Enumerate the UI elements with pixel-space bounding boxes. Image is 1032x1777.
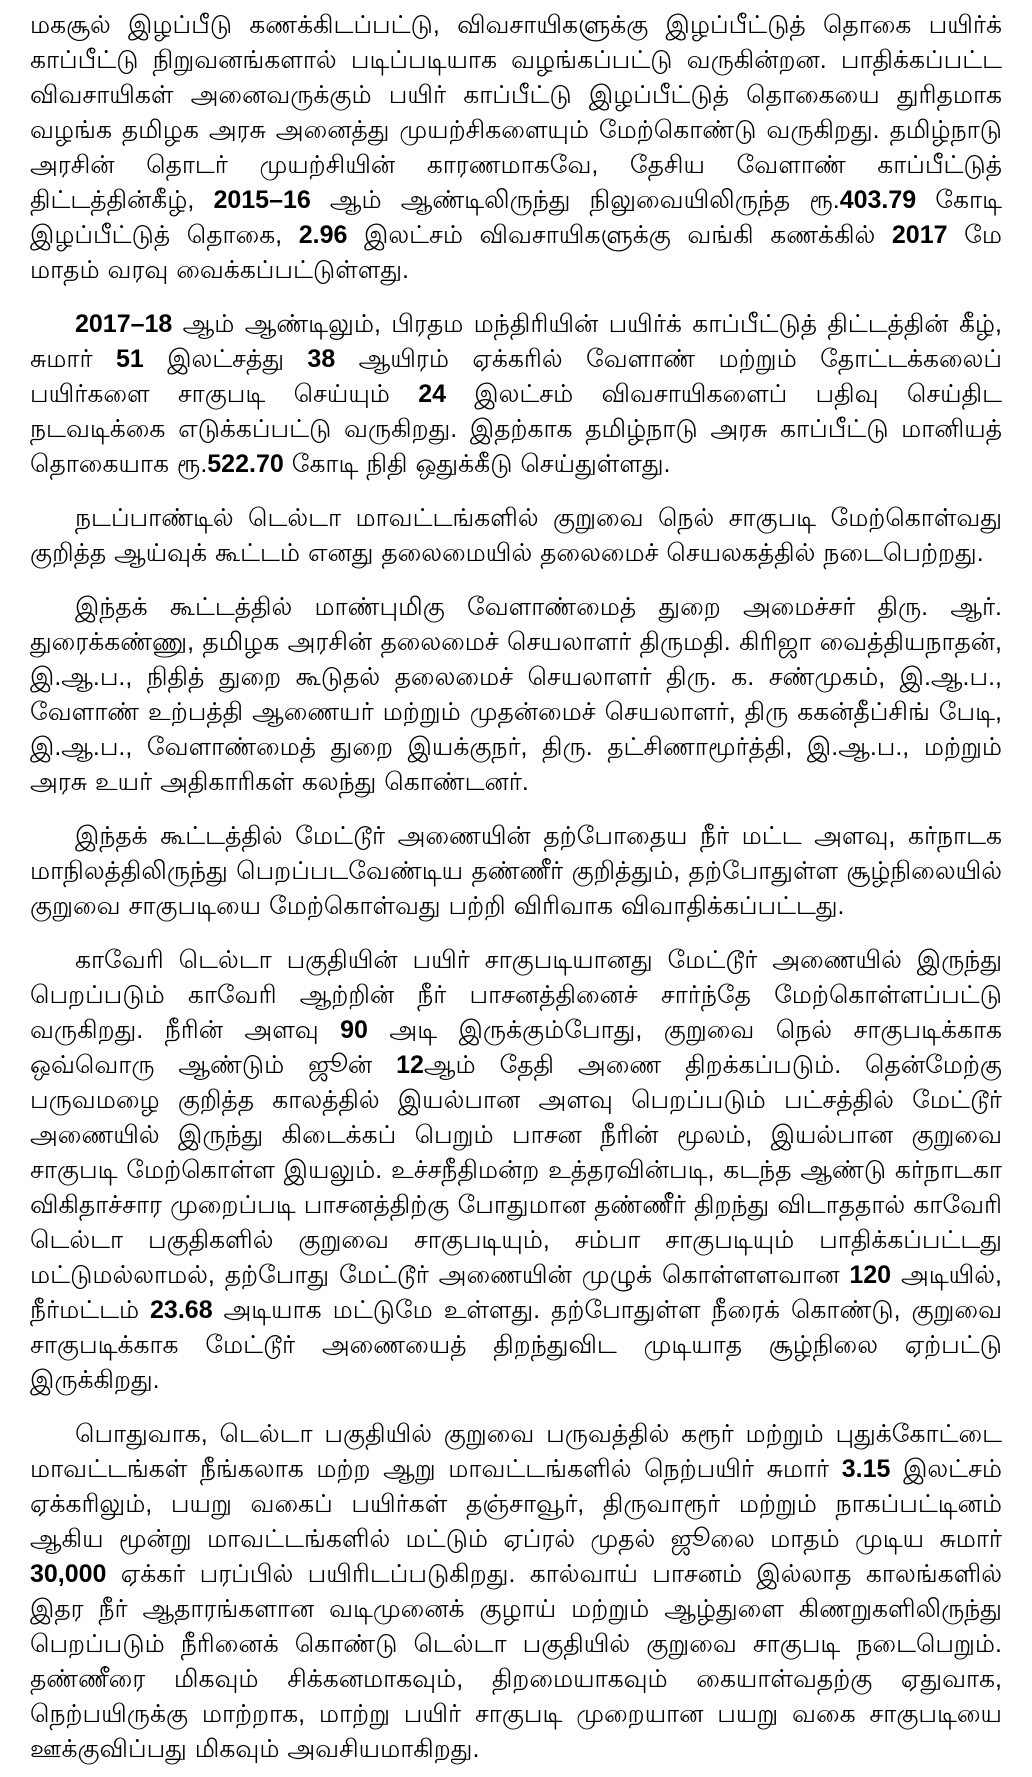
text-run: பொதுவாக, டெல்டா பகுதியில் குறுவை பருவத்தில் கரூர் மற்றும் புதுக்கோட்டை மாவட்டங்கள் நீங்கலாக மற்ற ஆறு மாவட்டங்களில் நெற்பயிர் சுமார் bbox=[30, 1420, 1002, 1483]
text-run: ஏக்கர் பரப்பில் பயிரிடப்படுகிறது. கால்வாய் பாசனம் இல்லாத காலங்களில் இதர நீர் ஆதாரங்களான வடிமுனைக் குழாய் மற்றும் ஆழ்துளை கிணறுகளிலிருந்து பெறப்படும் நீரினைக் கொண்டு டெல்டா பகுதியில் குறுவை சாகுபடி நடைபெறும். தண்ணீரை மிகவும் சிக்கனமாகவும், திறமையாகவும் கையாள்வதற்கு ஏதுவாக, நெற்பயிருக்கு மாற்றாக, மாற்று பயிர் சாகுபடி முறையான பயறு வகை சாகுபடியை ஊக்குவிப்பது மிகவும் அவசியமாகிறது. bbox=[30, 1560, 1002, 1763]
paragraph bbox=[30, 8, 1002, 288]
text-run: மகசூல் இழப்பீடு கணக்கிடப்பட்டு, விவசாயிகளுக்கு இழப்பீட்டுத் தொகை பயிர்க் காப்பீட்டு நிறுவனங்களால் படிப்படியாக வழங்கப்பட்டு வருகின்றன. பாதிக்கப்பட்ட விவசாயிகள் அனைவருக்கும் பயிர் காப்பீட்டு இழப்பீட்டுத் தொகையை துரிதமாக வழங்க தமிழக அரசு அனைத்து முயற்சிகளையும் மேற்கொண்டு வருகிறது. தமிழ்நாடு அரசின் தொடர் முயற்சியின் காரணமாகவே, தேசிய வேளாண் காப்பீட்டுத் திட்டத்தின்கீழ், bbox=[30, 11, 1002, 214]
text-run: இலட்சம் விவசாயிகளைப் பதிவு செய்திட நடவடிக்கை எடுக்கப்பட்டு வருகிறது. இதற்காக தமிழ்நாடு அரசு காப்பீட்டு மானியத் தொகையாக ரூ. bbox=[30, 380, 1002, 478]
text-run: அடியாக மட்டுமே உள்ளது. தற்போதுள்ள நீரைக் கொண்டு, குறுவை சாகுபடிக்காக மேட்டூர் அணையைத் திறந்துவிட முடியாத சூழ்நிலை ஏற்பட்டு இருக்கிறது. bbox=[30, 1296, 1002, 1394]
text-run: இந்தக் கூட்டத்தில் மேட்டூர் அணையின் தற்போதைய நீர் மட்ட அளவு, கர்நாடக மாநிலத்திலிருந்து பெறப்படவேண்டிய தண்ணீர் குறித்தும், தற்போதுள்ள சூழ்நிலையில் குறுவை சாகுபடியை மேற்கொள்வது பற்றி விரிவாக விவாதிக்கப்பட்டது. bbox=[30, 822, 1002, 920]
bold-number-run: 403.79 bbox=[839, 186, 917, 214]
paragraph bbox=[30, 590, 1002, 800]
bold-number-run: 12 bbox=[396, 1051, 424, 1079]
text-run: நடப்பாண்டில் டெல்டா மாவட்டங்களில் குறுவை நெல் சாகுபடி மேற்கொள்வது குறித்த ஆய்வுக் கூட்டம் எனது தலைமையில் தலைமைச் செயலகத்தில் நடைபெற்றது. bbox=[30, 504, 1002, 567]
text-run: ஆம் ஆண்டிலிருந்து நிலுவையிலிருந்த ரூ. bbox=[310, 186, 840, 214]
bold-number-run: 24 bbox=[418, 380, 446, 408]
bold-number-run: 2.96 bbox=[298, 221, 348, 249]
text-run: அடி இருக்கும்போது, குறுவை நெல் சாகுபடிக்காக ஒவ்வொரு ஆண்டும் ஜூன் bbox=[30, 1016, 1003, 1079]
text-run: இலட்சத்து bbox=[143, 345, 308, 373]
bold-number-run: 120 bbox=[849, 1261, 892, 1289]
text-run: காவேரி டெல்டா பகுதியின் பயிர் சாகுபடியானது மேட்டூர் அணையில் இருந்து பெறப்படும் காவேரி ஆற்றின் நீர் பாசனத்தினைச் சார்ந்தே மேற்கொள்ளப்பட்டு வருகிறது. நீரின் அளவு bbox=[30, 946, 1002, 1044]
text-run: இலட்சம் விவசாயிகளுக்கு வங்கி கணக்கில் bbox=[347, 221, 892, 249]
paragraph bbox=[30, 501, 1002, 571]
bold-number-run: 30,000 bbox=[30, 1560, 107, 1588]
text-run: கோடி இழப்பீட்டுத் தொகை, bbox=[30, 186, 1002, 249]
text-run: ஆம் தேதி அணை திறக்கப்படும். தென்மேற்கு பருவமழை குறித்த காலத்தில் இயல்பான அளவு பெறப்படும் பட்சத்தில் மேட்டூர் அணையில் இருந்து கிடைக்கப் பெறும் பாசன நீரின் மூலம், இயல்பான குறுவை சாகுபடி மேற்கொள்ள இயலும். உச்சநீதிமன்ற உத்தரவின்படி, கடந்த ஆண்டு கர்நாடகா விகிதாச்சார முறைப்படி பாசனத்திற்கு போதுமான தண்ணீர் திறந்து விடாததால் காவேரி டெல்டா பகுதிகளில் குறுவை சாகுபடியும், சம்பா சாகுபடியும் பாதிக்கப்பட்டது மட்டுமல்லாமல், தற்போது மேட்டூர் அணையின் முழுக் கொள்ளளவான bbox=[30, 1051, 1002, 1289]
text-run: அடியில், நீர்மட்டம் bbox=[30, 1261, 1002, 1324]
paragraph bbox=[30, 307, 1002, 482]
bold-number-run: 522.70 bbox=[207, 450, 284, 478]
bold-number-run: 2017–18 bbox=[75, 310, 173, 338]
bold-number-run: 90 bbox=[340, 1016, 368, 1044]
text-run: ஆயிரம் ஏக்கரில் வேளாண் மற்றும் தோட்டக்கலைப் பயிர்களை சாகுபடி செய்யும் bbox=[30, 345, 1002, 408]
bold-number-run: 3.15 bbox=[841, 1455, 891, 1483]
paragraph bbox=[30, 1417, 1002, 1767]
bold-number-run: 38 bbox=[307, 345, 336, 373]
text-run: ஆம் ஆண்டிலும், பிரதம மந்திரியின் பயிர்க் காப்பீட்டுத் திட்டத்தின் கீழ், சுமார் bbox=[30, 310, 1002, 373]
text-run: இந்தக் கூட்டத்தில் மாண்புமிகு வேளாண்மைத் துறை அமைச்சர் திரு. ஆர். துரைக்கண்ணு, தமிழக அரசின் தலைமைச் செயலாளர் திருமதி. கிரிஜா வைத்தியநாதன், இ.ஆ.ப., நிதித் துறை கூடுதல் தலைமைச் செயலாளர் திரு. க. சண்முகம், இ.ஆ.ப., வேளாண் உற்பத்தி ஆணையர் மற்றும் முதன்மைச் செயலாளர், திரு ககன்தீப்சிங் பேடி, இ.ஆ.ப., வேளாண்மைத் துறை இயக்குநர், திரு. தட்சிணாமூர்த்தி, இ.ஆ.ப., மற்றும் அரசு உயர் அதிகாரிகள் கலந்து கொண்டனர். bbox=[30, 593, 1002, 796]
text-run: மே மாதம் வரவு வைக்கப்பட்டுள்ளது. bbox=[30, 221, 1002, 284]
bold-number-run: 51 bbox=[115, 345, 144, 373]
text-run: இலட்சம் ஏக்கரிலும், பயறு வகைப் பயிர்கள் தஞ்சாவூர், திருவாரூர் மற்றும் நாகப்பட்டினம் ஆகிய மூன்று மாவட்டங்களில் மட்டும் ஏப்ரல் முதல் ஜூலை மாதம் முடிய சுமார் bbox=[30, 1455, 1003, 1553]
paragraph bbox=[30, 943, 1002, 1398]
bold-number-run: 2017 bbox=[891, 221, 948, 249]
bold-number-run: 23.68 bbox=[150, 1296, 213, 1324]
bold-number-run: 2015–16 bbox=[213, 186, 311, 214]
text-run: கோடி நிதி ஒதுக்கீடு செய்துள்ளது. bbox=[283, 450, 671, 478]
paragraph bbox=[30, 819, 1002, 924]
document-body bbox=[30, 8, 1002, 1767]
